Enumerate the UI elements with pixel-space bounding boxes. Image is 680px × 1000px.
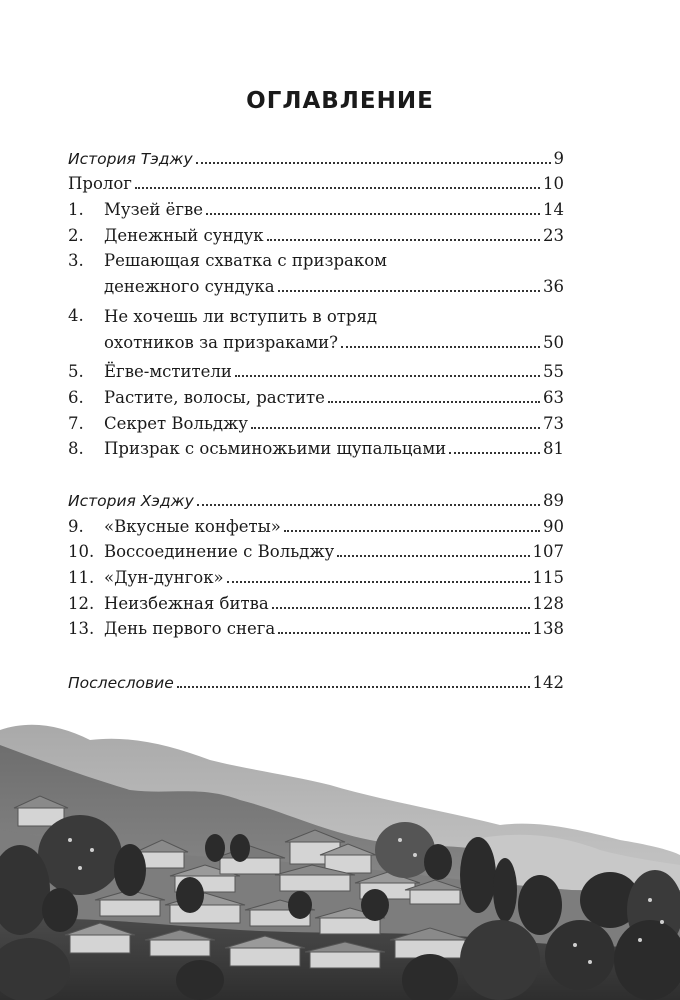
toc-label-line1: Не хочешь ли вступить в отряд: [104, 306, 378, 326]
village-landscape-illustration: [0, 690, 680, 1000]
toc-entry[interactable]: [68, 169, 564, 195]
toc-entry[interactable]: [68, 220, 564, 246]
leader-dots: [328, 401, 540, 403]
toc-entry[interactable]: [68, 357, 564, 383]
toc-page-number: 90: [543, 516, 564, 536]
toc-label: История Хэджу: [68, 491, 194, 510]
toc-part-heading[interactable]: [68, 143, 564, 169]
toc-entry[interactable]: [68, 194, 564, 220]
chapter-number: 13.: [68, 619, 95, 639]
toc-label-line2: охотников за призраками?: [104, 332, 338, 352]
toc-label: «Вкусные конфеты»: [104, 516, 281, 536]
toc-page-number: 36: [543, 277, 564, 297]
toc-page-number: 89: [543, 490, 564, 510]
chapter-number: 6.: [68, 387, 84, 407]
chapter-number: 8.: [68, 439, 84, 459]
toc-page-number: 9: [553, 148, 564, 168]
table-of-contents: [68, 143, 564, 693]
toc-page-number: 14: [543, 200, 564, 220]
chapter-number: 5.: [68, 362, 84, 382]
leader-dots: [267, 239, 540, 241]
toc-page-number: 107: [532, 542, 564, 562]
leader-dots: [278, 632, 529, 634]
chapter-number: 11.: [68, 568, 95, 587]
toc-entry[interactable]: [68, 537, 564, 563]
toc-label: Секрет Вольджу: [104, 413, 248, 433]
toc-label: История Тэджу: [68, 149, 193, 168]
leader-dots: [278, 290, 540, 292]
section-gap: [68, 639, 564, 667]
toc-label: Неизбежная битва: [104, 593, 269, 613]
chapter-number: 2.: [68, 225, 84, 245]
toc-entry[interactable]: [68, 434, 564, 460]
leader-dots: [341, 346, 540, 348]
section-gap: [68, 459, 564, 485]
leader-dots: [197, 504, 540, 506]
leader-dots: [135, 187, 540, 189]
toc-page-number: 50: [543, 332, 564, 352]
chapter-number: 7.: [68, 413, 84, 433]
toc-label-line2: денежного сундука: [104, 277, 275, 297]
toc-label: Растите, волосы, растите: [104, 387, 325, 407]
leader-dots: [206, 213, 540, 215]
chapter-number: 12.: [68, 593, 95, 613]
leader-dots: [227, 581, 530, 583]
leader-dots: [272, 607, 530, 609]
toc-entry[interactable]: [68, 301, 564, 356]
toc-entry[interactable]: [68, 614, 564, 640]
chapter-number: 10.: [68, 542, 95, 562]
toc-label: «Дун-дунгок»: [104, 568, 224, 587]
toc-page-number: 23: [543, 225, 564, 245]
toc-page-number: 55: [543, 362, 564, 382]
leader-dots: [337, 555, 529, 557]
toc-label: Ёгве-мстители: [104, 362, 232, 382]
toc-page-number: 10: [543, 174, 564, 194]
leader-dots: [449, 452, 540, 454]
toc-page-number: 81: [543, 439, 564, 459]
leader-dots: [177, 686, 530, 688]
toc-label: Воссоединение с Вольджу: [104, 542, 335, 562]
chapter-number: 3.: [68, 250, 84, 270]
toc-entry[interactable]: [68, 408, 564, 434]
toc-page-number: 63: [543, 387, 564, 407]
chapter-number: 4.: [68, 306, 84, 326]
leader-dots: [235, 375, 540, 377]
toc-label: Призрак с осьминожьими щупальцами: [104, 439, 447, 459]
toc-entry[interactable]: [68, 588, 564, 614]
toc-page-number: 73: [543, 413, 564, 433]
toc-page-number: 142: [532, 673, 564, 693]
toc-page-number: 128: [532, 593, 564, 613]
toc-label: Денежный сундук: [104, 225, 264, 245]
toc-part-heading[interactable]: [68, 485, 564, 511]
leader-dots: [196, 162, 551, 164]
toc-entry[interactable]: [68, 382, 564, 408]
toc-page-number: 115: [532, 568, 564, 587]
toc-label-line1: Решающая схватка с призраком: [104, 251, 387, 271]
toc-entry[interactable]: [68, 246, 564, 301]
page-title: ОГЛАВЛЕНИЕ: [246, 88, 434, 114]
toc-label: Музей ёгве: [104, 200, 204, 220]
toc-label: Послесловие: [68, 674, 174, 693]
toc-entry[interactable]: [68, 511, 564, 537]
chapter-number: 1.: [68, 200, 84, 220]
toc-entry[interactable]: [68, 562, 564, 588]
leader-dots: [251, 427, 540, 429]
toc-page-number: 138: [532, 619, 564, 639]
toc-label: Пролог: [68, 174, 132, 194]
leader-dots: [284, 530, 540, 532]
chapter-number: 9.: [68, 516, 84, 536]
toc-label: День первого снега: [104, 619, 276, 639]
